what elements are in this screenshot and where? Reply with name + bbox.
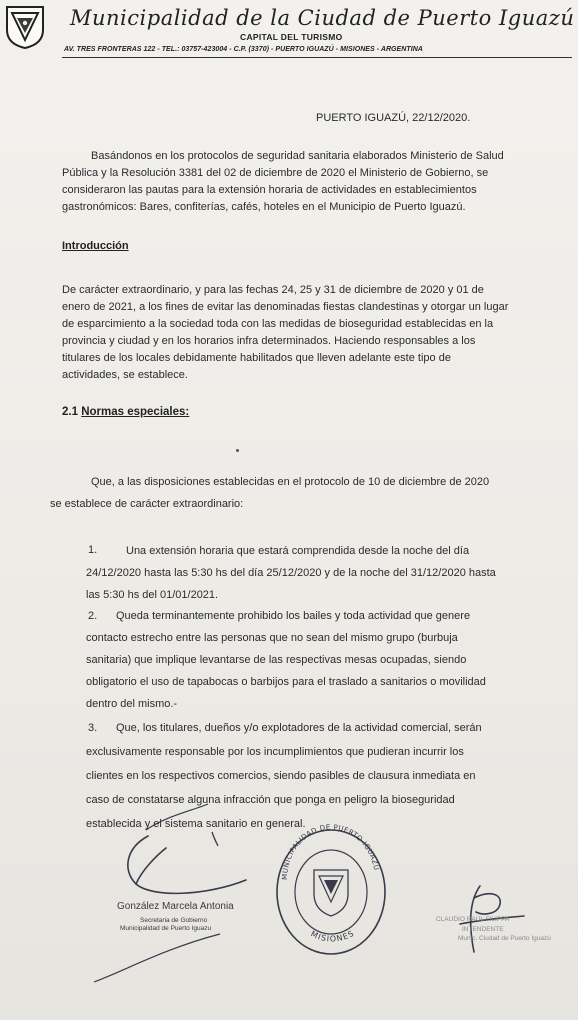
item-2-line: sanitaria) que implique levantarse de las respectivas mesas ocupadas, siendo <box>86 654 467 666</box>
section-21-line: se establece de carácter extraordinario: <box>50 498 244 510</box>
official-seal <box>270 812 390 962</box>
header-address: AV. TRES FRONTERAS 122 - TEL.: 03757-423004 - C.P. (3370) - PUERTO IGUAZÚ - MISIONES - ARGENTINA <box>64 46 423 53</box>
intro-line: Pública y la Resolución 3381 del 02 de diciembre de 2020 el Ministerio de Gobierno, se <box>62 167 489 179</box>
left-signature-scribble <box>96 800 266 910</box>
left-signatory-name: González Marcela Antonia <box>117 901 234 912</box>
ink-dot <box>236 449 239 452</box>
introduccion-line: titulares de los locales debidamente habilitados que lleven adelante este tipo de <box>62 352 451 364</box>
item-1-line: 24/12/2020 hasta las 5:30 hs del día 25/12/2020 y de la noche del 31/12/2020 hasta <box>86 567 496 579</box>
right-signatory-org: Munic. Ciudad de Puerto Iguazú <box>458 935 551 942</box>
intro-line: consideraron las pautas para la extensión horaria de actividades en establecimientos <box>62 184 477 196</box>
intro-line: Basándonos en los protocolos de seguridad sanitaria elaborados Ministerio de Salud <box>91 150 504 162</box>
left-signatory-org: Municipalidad de Puerto Iguazu <box>120 925 212 932</box>
right-signatory-name: CLAUDIO RAÚL FILIPPA <box>436 916 510 923</box>
place-date: PUERTO IGUAZÚ, 22/12/2020. <box>316 112 471 124</box>
introduccion-line: enero de 2021, a los fines de evitar las denominadas fiestas clandestinas y otorgar un lugar <box>62 301 509 313</box>
item-1-line: Una extensión horaria que estará comprendida desde la noche del día <box>126 545 470 557</box>
item-1-number: 1. <box>88 544 98 556</box>
item-3-line: establecida y el sistema sanitario en general. <box>86 818 306 830</box>
header-subtitle: CAPITAL DEL TURISMO <box>240 32 343 42</box>
section-21-title: Normas especiales: <box>81 406 190 418</box>
section-21-number: 2.1 <box>62 406 78 418</box>
item-3-line: caso de constatarse alguna infracción que ponga en peligro la bioseguridad <box>86 794 455 806</box>
introduccion-line: De carácter extraordinario, y para las fechas 24, 25 y 31 de diciembre de 2020 y 01 de <box>62 284 484 296</box>
signature-underline-scribble <box>86 930 226 990</box>
introduccion-line: de esparcimiento a la sociedad toda con las medidas de bioseguridad establecidas en la <box>62 318 494 330</box>
item-2-line: dentro del mismo.- <box>86 698 178 710</box>
item-3-line: clientes en los respectivos comercios, siendo pasibles de clausura inmediata en <box>86 770 476 782</box>
item-2-line: contacto estrecho entre las personas que no sean del mismo grupo (burbuja <box>86 632 458 644</box>
introduccion-line: actividades, se establece. <box>62 369 188 381</box>
municipal-crest-logo <box>4 4 46 50</box>
left-signatory-role: Secretaria de Gobierno <box>140 917 208 924</box>
intro-line: gastronómicos: Bares, confiterías, cafés, hoteles en el Municipio de Puerto Iguazú. <box>62 201 466 213</box>
item-3-line: exclusivamente responsable por los incumplimientos que pudieran incurrir los <box>86 746 464 758</box>
header-divider <box>62 57 572 58</box>
svg-text:MUNICIPALIDAD DE PUERTO IGUAZU: MUNICIPALIDAD DE PUERTO IGUAZU <box>280 823 381 881</box>
item-3-line: Que, los titulares, dueños y/o explotadores de la actividad comercial, serán <box>116 722 482 734</box>
section-21-line: Que, a las disposiciones establecidas en el protocolo de 10 de diciembre de 2020 <box>91 476 490 488</box>
item-2-line: obligatorio el uso de tapabocas o barbijos para el traslado a sanitarios o movilidad <box>86 676 486 688</box>
section-heading-introduccion: Introducción <box>62 240 129 252</box>
svg-text:MISIONES: MISIONES <box>309 928 357 944</box>
right-signatory-role: INTENDENTE <box>462 926 504 933</box>
item-2-number: 2. <box>88 610 98 622</box>
item-3-number: 3. <box>88 722 98 734</box>
introduccion-line: provincia y ciudad y en los horarios infra determinados. Haciendo responsables a los <box>62 335 476 347</box>
section-21-heading <box>62 406 189 418</box>
header-title: Municipalidad de la Ciudad de Puerto Iguazú <box>70 6 575 30</box>
item-1-line: las 5:30 hs del 01/01/2021. <box>86 589 219 601</box>
item-2-line: Queda terminantemente prohibido los bailes y toda actividad que genere <box>116 610 471 622</box>
